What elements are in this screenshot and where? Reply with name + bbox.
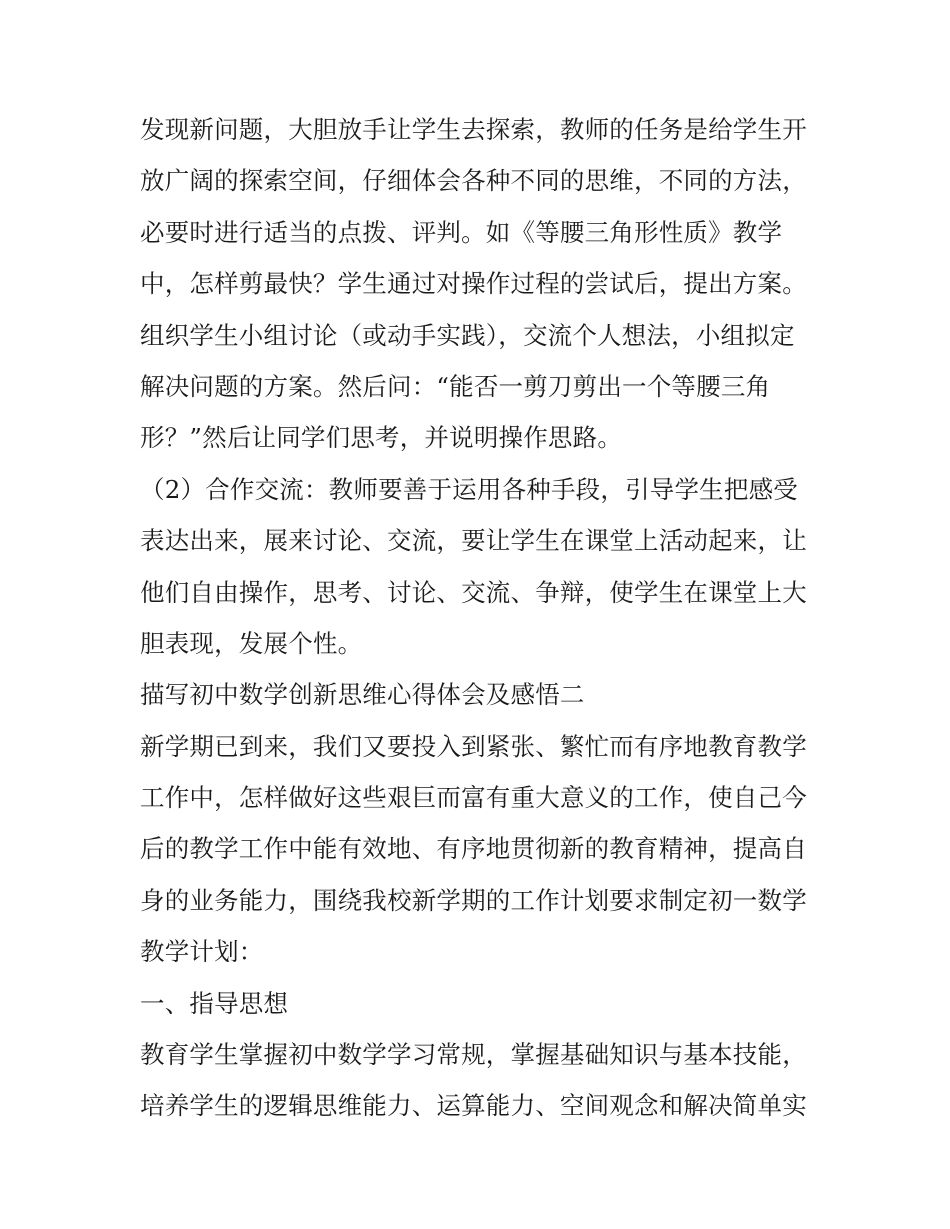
text-line: 中，怎样剪最快？学生通过对操作过程的尝试后，提出方案。 bbox=[140, 269, 807, 299]
text-line: 身的业务能力，围绕我校新学期的工作计划要求制定初一数学 bbox=[140, 885, 807, 915]
text-line: 新学期已到来，我们又要投入到紧张、繁忙而有序地教育教学 bbox=[140, 731, 807, 761]
text-line: 胆表现，发展个性。 bbox=[140, 628, 363, 658]
text-line: 放广阔的探索空间，仔细体会各种不同的思维，不同的方法， bbox=[140, 166, 807, 196]
text-line: 表达出来，展来讨论、交流，要让学生在课堂上活动起来，让 bbox=[140, 526, 807, 556]
text-line: 组织学生小组讨论（或动手实践），交流个人想法，小组拟定 bbox=[140, 320, 795, 350]
text-line: （2）合作交流：教师要善于运用各种手段，引导学生把感受 bbox=[140, 474, 798, 504]
document-body bbox=[140, 104, 830, 1132]
text-line: 解决问题的方案。然后问：“能否一剪刀剪出一个等腰三角 bbox=[140, 371, 771, 401]
text-line: 工作中，怎样做好这些艰巨而富有重大意义的工作，使自己今 bbox=[140, 783, 807, 813]
text-line: 教学计划： bbox=[140, 937, 264, 967]
text-line: 后的教学工作中能有效地、有序地贯彻新的教育精神，提高自 bbox=[140, 834, 807, 864]
text-line: 发现新问题，大胆放手让学生去探索，教师的任务是给学生开 bbox=[140, 115, 807, 144]
text-line: 形？”然后让同学们思考，并说明操作思路。 bbox=[140, 423, 623, 453]
subsection-heading: 一、指导思想 bbox=[140, 988, 289, 1018]
text-line: 教育学生掌握初中数学学习常规，掌握基础知识与基本技能， bbox=[140, 1040, 807, 1070]
text-line: 必要时进行适当的点拨、评判。如《等腰三角形性质》教学 bbox=[140, 217, 783, 247]
text-line: 培养学生的逻辑思维能力、运算能力、空间观念和解决简单实 bbox=[140, 1091, 807, 1121]
text-line: 他们自由操作，思考、讨论、交流、争辩，使学生在课堂上大 bbox=[140, 577, 807, 607]
section-heading: 描写初中数学创新思维心得体会及感悟二 bbox=[140, 680, 585, 710]
